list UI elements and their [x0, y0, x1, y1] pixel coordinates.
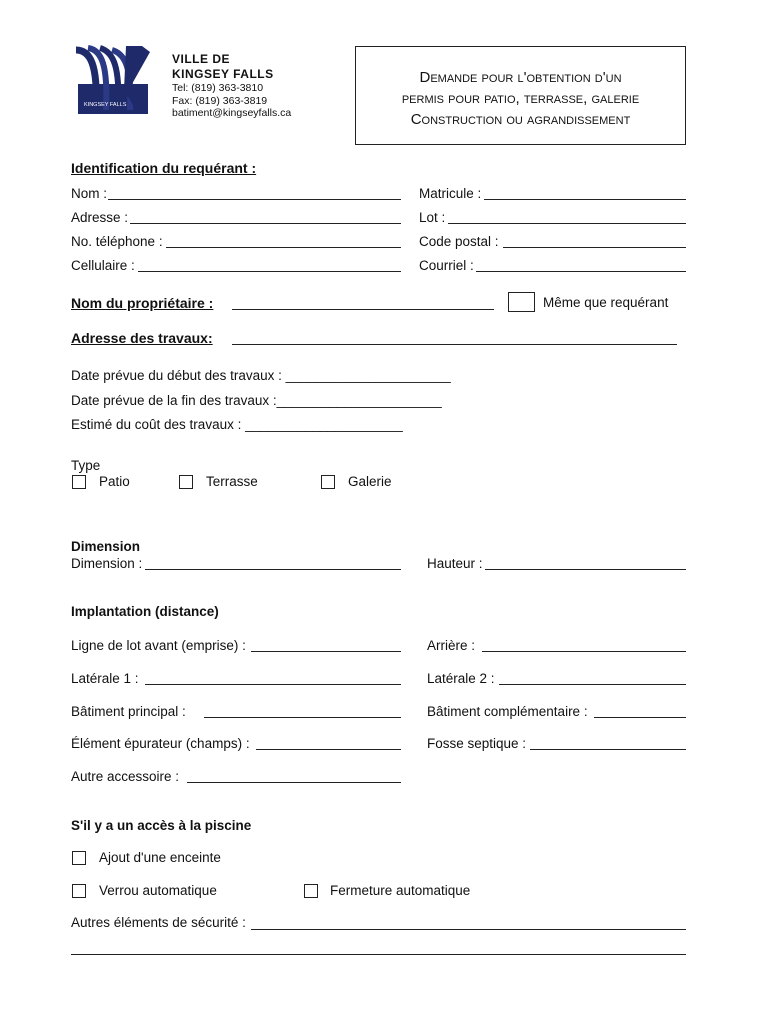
lot-field[interactable]	[448, 223, 686, 224]
svg-text:KINGSEY FALLS: KINGSEY FALLS	[84, 102, 127, 108]
verrou-checkbox[interactable]	[72, 884, 86, 898]
meme-que-requerant-checkbox[interactable]	[508, 292, 535, 312]
matricule-label: Matricule :	[419, 186, 482, 201]
city-logo	[70, 44, 156, 120]
lot-label: Lot :	[419, 210, 446, 225]
arriere-label: Arrière :	[427, 638, 476, 653]
type-label: Type	[71, 458, 101, 473]
autres-securite-label: Autres éléments de sécurité :	[71, 915, 246, 930]
hauteur-field[interactable]	[485, 569, 686, 570]
implantation-heading: Implantation (distance)	[71, 604, 219, 619]
batiment-principal-field[interactable]	[204, 717, 401, 718]
date-debut-line[interactable]: Date prévue du début des travaux : ______________________	[71, 368, 451, 383]
adresse-travaux-field[interactable]	[232, 344, 677, 345]
element-epurateur-label: Élément épurateur (champs) :	[71, 736, 250, 751]
batiment-complementaire-field[interactable]	[594, 717, 686, 718]
section-heading-requerant: Identification du requérant :	[71, 160, 257, 176]
verrou-label: Verrou automatique	[99, 883, 217, 898]
laterale2-label: Latérale 2 :	[427, 671, 495, 686]
element-epurateur-field[interactable]	[256, 749, 401, 750]
nom-label: Nom :	[71, 186, 108, 201]
patio-label: Patio	[99, 474, 130, 489]
form-title: Demande pour l'obtention d'un permis pour patio, terrasse, galerie Construction ou agrandissement	[355, 46, 686, 145]
fax: Fax: (819) 363-3819	[172, 94, 268, 107]
section-heading-adresse-travaux: Adresse des travaux:	[71, 330, 213, 346]
autre-accessoire-label: Autre accessoire :	[71, 769, 180, 784]
section-heading-proprietaire: Nom du propriétaire :	[71, 295, 214, 311]
cellulaire-label: Cellulaire :	[71, 258, 135, 273]
courriel-label: Courriel :	[419, 258, 474, 273]
telephone-field[interactable]	[166, 247, 401, 248]
patio-checkbox[interactable]	[72, 475, 86, 489]
laterale2-field[interactable]	[499, 684, 686, 685]
code-postal-field[interactable]	[503, 247, 686, 248]
email: batiment@kingseyfalls.ca	[172, 107, 292, 119]
proprietaire-field[interactable]	[232, 309, 494, 310]
terrasse-label: Terrasse	[206, 474, 258, 489]
cout-line[interactable]: Estimé du coût des travaux : _____________________	[71, 417, 403, 432]
galerie-label: Galerie	[348, 474, 392, 489]
matricule-field[interactable]	[484, 199, 686, 200]
fosse-septique-label: Fosse septique :	[427, 736, 527, 751]
autres-securite-field-2[interactable]	[71, 954, 686, 955]
courriel-field[interactable]	[476, 271, 686, 272]
fermeture-label: Fermeture automatique	[330, 883, 471, 898]
adresse-label: Adresse :	[71, 210, 129, 225]
batiment-complementaire-label: Bâtiment complémentaire :	[427, 704, 588, 719]
autres-securite-field[interactable]	[251, 929, 686, 930]
phone: Tel: (819) 363-3810	[172, 82, 264, 94]
ligne-avant-field[interactable]	[251, 651, 401, 652]
cellulaire-field[interactable]	[138, 271, 401, 272]
laterale1-field[interactable]	[145, 684, 401, 685]
autre-accessoire-field[interactable]	[187, 782, 401, 783]
dimension-label: Dimension :	[71, 556, 143, 571]
fermeture-checkbox[interactable]	[304, 884, 318, 898]
ligne-avant-label: Ligne de lot avant (emprise) :	[71, 638, 246, 653]
fosse-septique-field[interactable]	[530, 749, 686, 750]
contact-info	[172, 82, 291, 120]
arriere-field[interactable]	[482, 651, 686, 652]
ajout-enceinte-label: Ajout d'une enceinte	[99, 850, 221, 865]
telephone-label: No. téléphone :	[71, 234, 163, 249]
hauteur-label: Hauteur :	[427, 556, 483, 571]
terrasse-checkbox[interactable]	[179, 475, 193, 489]
dimension-heading: Dimension	[71, 539, 141, 554]
code-postal-label: Code postal :	[419, 234, 499, 249]
adresse-field[interactable]	[130, 223, 401, 224]
dimension-field[interactable]	[145, 569, 401, 570]
city-name: VILLE DE KINGSEY FALLS	[172, 52, 274, 81]
meme-que-requerant-label: Même que requérant	[543, 295, 669, 310]
ajout-enceinte-checkbox[interactable]	[72, 851, 86, 865]
galerie-checkbox[interactable]	[321, 475, 335, 489]
laterale1-label: Latérale 1 :	[71, 671, 139, 686]
batiment-principal-label: Bâtiment principal :	[71, 704, 186, 719]
piscine-heading: S'il y a un accès à la piscine	[71, 818, 252, 833]
nom-field[interactable]	[108, 199, 401, 200]
date-fin-line[interactable]: Date prévue de la fin des travaux :______________________	[71, 393, 442, 408]
